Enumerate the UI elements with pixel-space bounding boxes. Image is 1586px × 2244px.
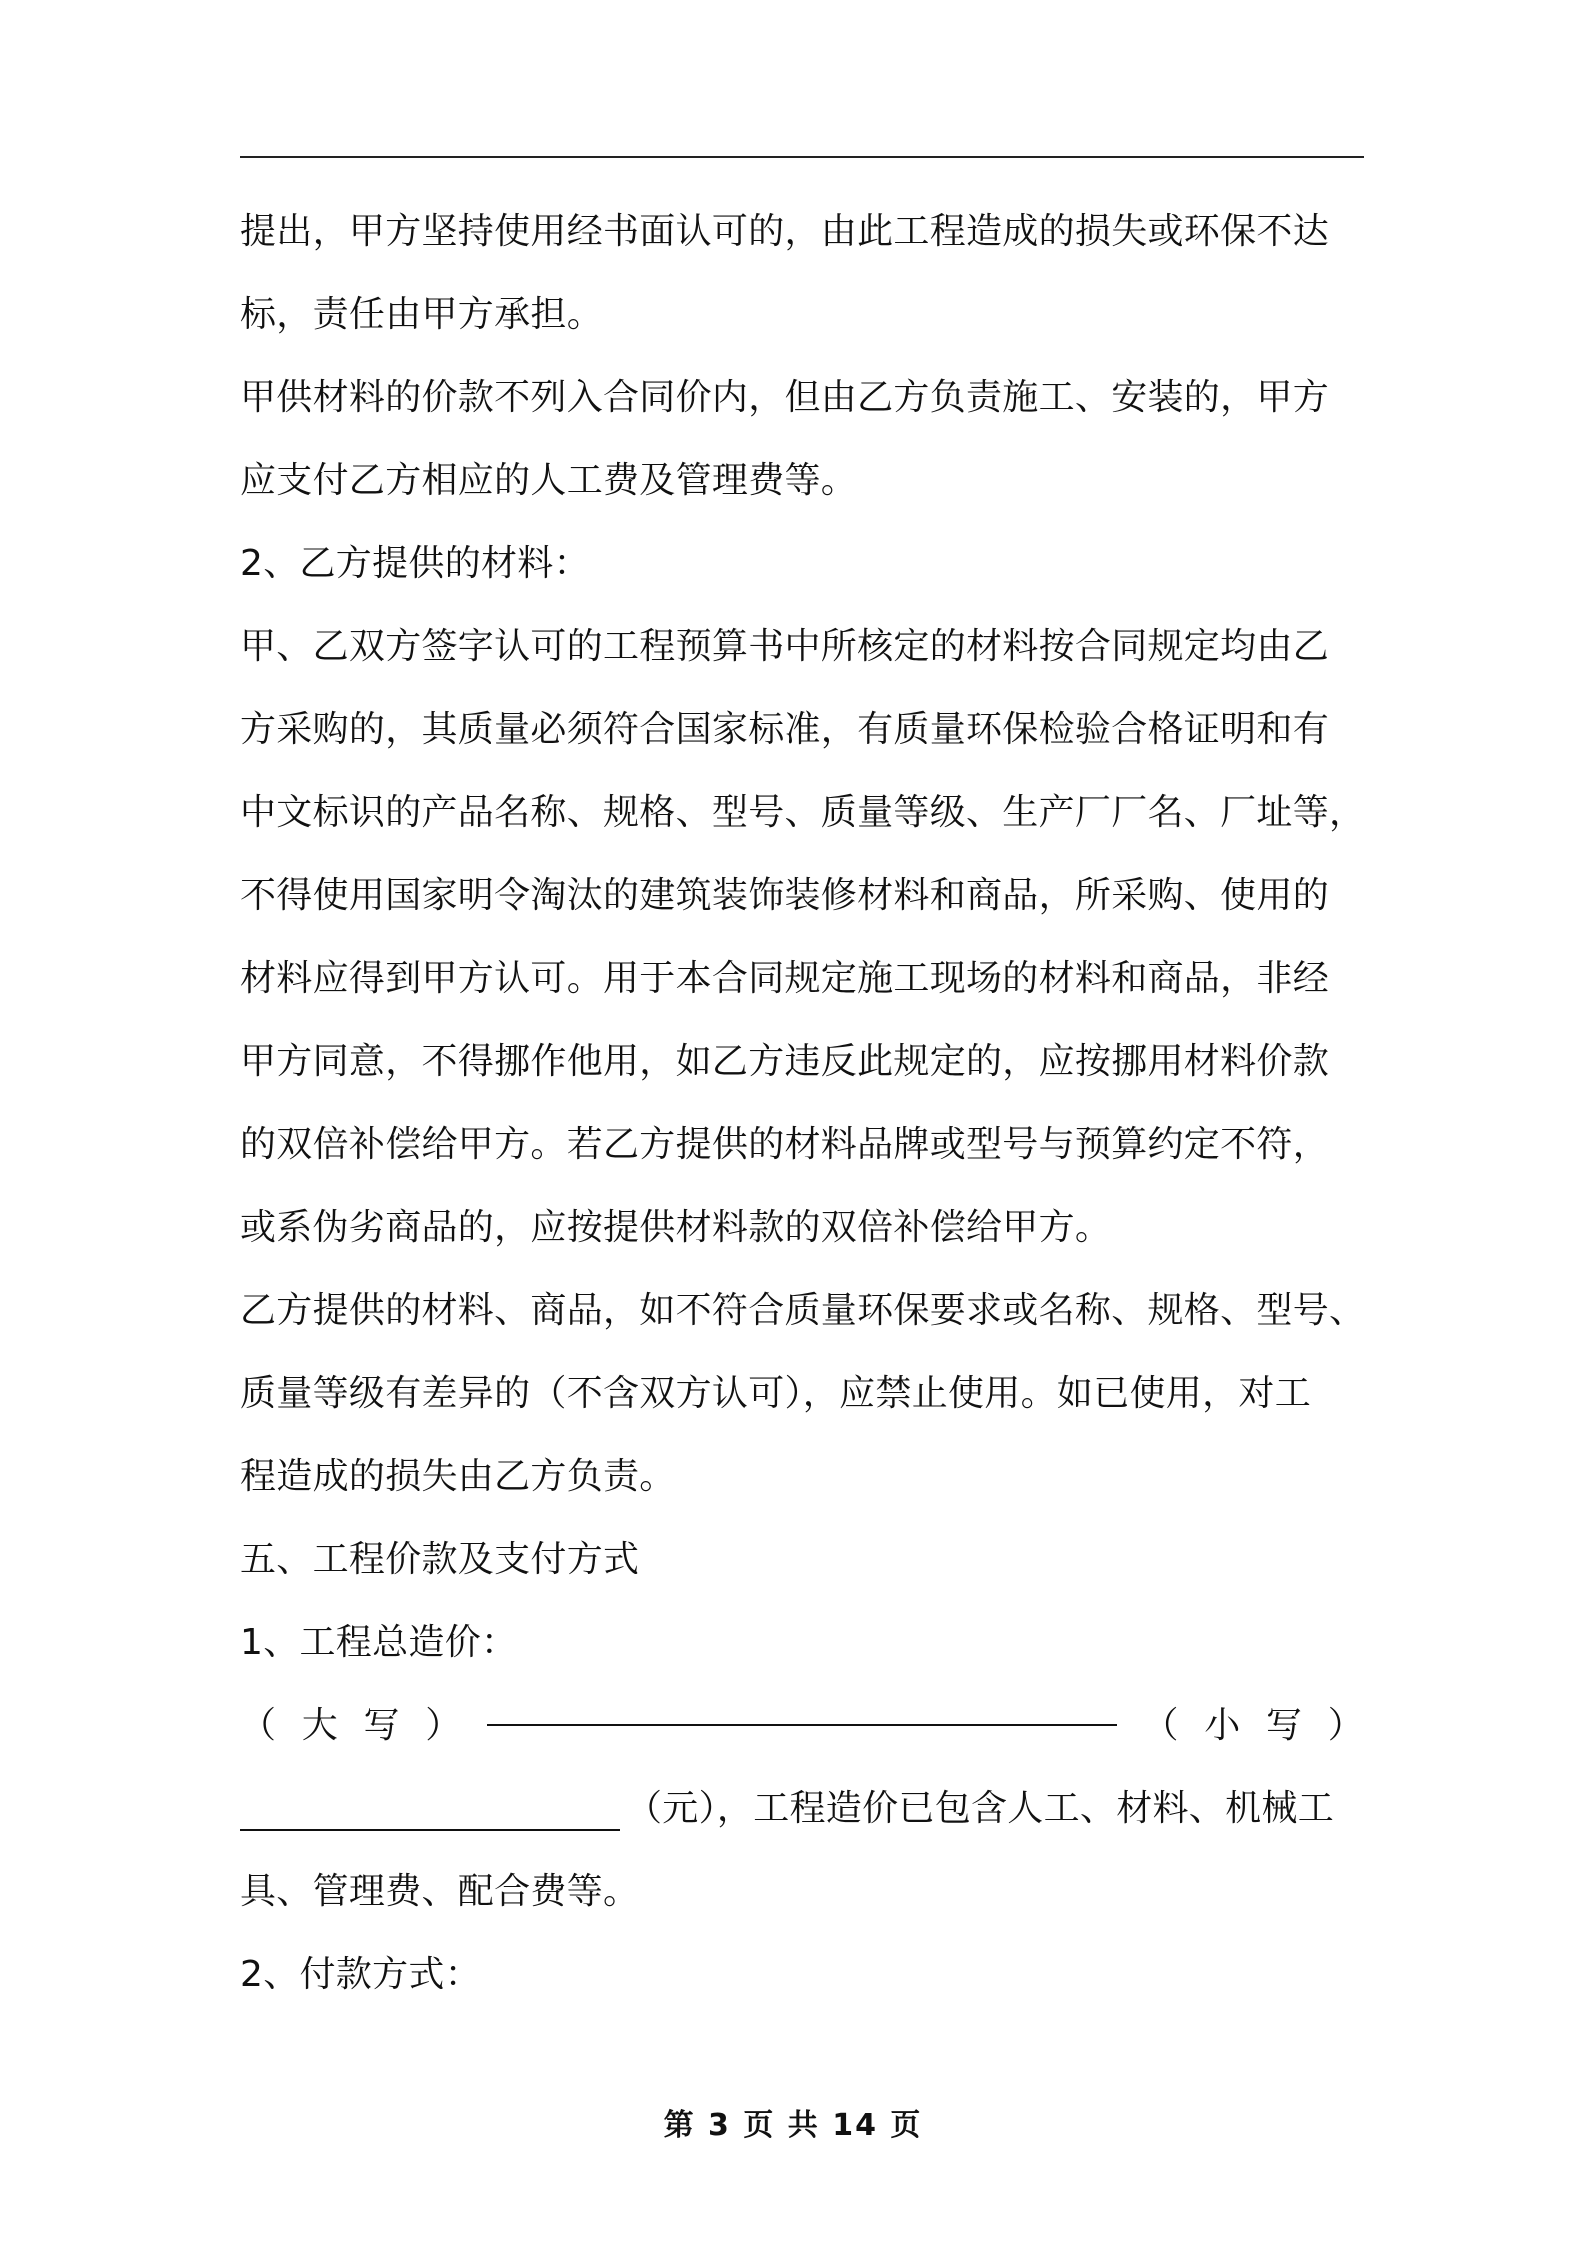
text-line: 甲、乙双方签字认可的工程预算书中所核定的材料按合同规定均由乙 [240,626,1330,667]
text-line: 乙方提供的材料、商品，如不符合质量环保要求或名称、规格、型号、 [240,1290,1366,1331]
daxie-paren-close: ） [425,1705,462,1746]
text-line: 方采购的，其质量必须符合国家标准，有质量环保检验合格证明和有 [240,709,1330,750]
xiaoxie-char-1: 小 [1204,1705,1241,1746]
xiaoxie-paren-open: （ [1142,1705,1179,1746]
total-price-line [240,1684,1364,1767]
text-line: 或系伪劣商品的，应按提供材料款的双倍补偿给甲方。 [240,1207,1112,1248]
page-footer: 第 3 页 共 14 页 [663,2108,923,2143]
section-heading: 2、乙方提供的材料： [240,543,590,584]
document-body [240,190,1364,2016]
text-line: 具、管理费、配合费等。 [240,1871,640,1912]
section-heading: 1、工程总造价： [240,1622,518,1663]
amount-in-figures-blank [240,1789,620,1831]
section-heading: 2、付款方式： [240,1954,482,1995]
text-line: 质量等级有差异的（不含双方认可），应禁止使用。如已使用，对工 [240,1373,1312,1414]
text-line: 的双倍补偿给甲方。若乙方提供的材料品牌或型号与预算约定不符， [240,1124,1330,1165]
daxie-paren-open: （ [240,1705,277,1746]
text-line: 甲方同意，不得挪作他用，如乙方违反此规定的，应按挪用材料价款 [240,1041,1330,1082]
xiaoxie-paren-close: ） [1327,1705,1364,1746]
daxie-char-1: 大 [301,1705,339,1746]
text-line: 不得使用国家明令淘汰的建筑装饰装修材料和商品，所采购、使用的 [240,875,1330,916]
daxie-char-2: 写 [363,1705,400,1746]
header-rule [240,156,1364,158]
text-line: 应支付乙方相应的人工费及管理费等。 [240,460,858,501]
amount-figures-line [240,1767,1364,1850]
price-note: （元），工程造价已包含人工、材料、机械工 [626,1788,1335,1829]
text-line: 提出，甲方坚持使用经书面认可的，由此工程造成的损失或环保不达 [240,211,1330,252]
text-line: 材料应得到甲方认可。用于本合同规定施工现场的材料和商品，非经 [240,958,1330,999]
text-line: 程造成的损失由乙方负责。 [240,1456,676,1497]
xiaoxie-char-2: 写 [1265,1705,1303,1746]
amount-in-words-blank [487,1684,1117,1726]
text-line: 标，责任由甲方承担。 [240,294,604,335]
text-line: 中文标识的产品名称、规格、型号、质量等级、生产厂厂名、厂址等， [240,792,1366,833]
chapter-heading: 五、工程价款及支付方式 [240,1539,640,1580]
text-line: 甲供材料的价款不列入合同价内，但由乙方负责施工、安装的，甲方 [240,377,1330,418]
